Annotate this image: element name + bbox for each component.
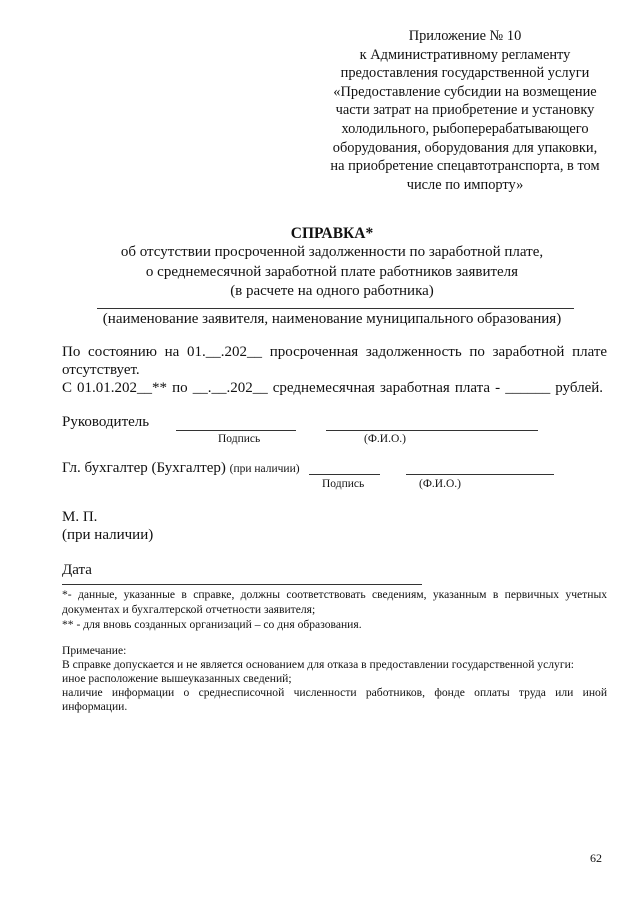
head-label: Руководитель	[62, 414, 150, 430]
accountant-signature-caption: Подпись	[322, 478, 365, 490]
statement-word: рублей.	[555, 380, 604, 396]
remark-word: работников,	[365, 686, 426, 699]
subtitle-line: о среднемесячной заработной плате работников заявителя	[145, 263, 519, 280]
appendix-line: к Административному регламенту	[359, 46, 571, 63]
accountant-name-caption: (Ф.И.О.)	[419, 478, 461, 490]
remark-title: Примечание:	[62, 644, 127, 657]
footnote-word: сведениям,	[371, 588, 427, 601]
document-subtitle	[62, 243, 602, 302]
applicant-caption: (наименование заявителя, наименование муниципального образования)	[102, 311, 562, 327]
footnote-word: в	[492, 588, 499, 601]
footnote-word: указанным	[432, 588, 487, 601]
footnote-word: указанные	[123, 588, 176, 601]
head-name-line[interactable]	[326, 430, 538, 431]
statement-word: просроченная	[269, 344, 359, 360]
remark-word: оплаты	[474, 686, 510, 699]
footnote-word: учетных	[565, 588, 608, 601]
statement-word: на	[164, 344, 180, 360]
appendix-line: части затрат на приобретение и установку	[335, 102, 595, 119]
footnote-separator	[62, 584, 422, 585]
statement-word: по	[469, 344, 485, 360]
remark-line-2: иное расположение вышеуказанных сведений;	[62, 672, 292, 685]
appendix-line: «Предоставление субсидии на возмещение	[333, 83, 597, 100]
statement-word: заработная	[379, 380, 450, 396]
footnote-word: первичных	[504, 588, 560, 601]
footnote-word: в	[181, 588, 187, 601]
footnote-word: данные,	[77, 588, 118, 601]
appendix-line: предоставления государственной услуги	[340, 65, 590, 82]
remark-word: среднесписочной	[198, 686, 285, 699]
remark-word: численности	[293, 686, 357, 699]
statement-word: плате	[572, 344, 608, 360]
accountant-name-line[interactable]	[406, 474, 554, 475]
appendix-line: холодильного, рыбоперерабатывающего	[341, 120, 589, 137]
head-signature-line[interactable]	[176, 430, 296, 431]
remark-line-1: В справке допускается и не является основанием для отказа в предоставлении государственной услуги:	[62, 658, 575, 671]
remark-word: наличие	[62, 686, 103, 699]
stamp-label: М. П.	[62, 509, 98, 525]
remark-word: труда	[518, 686, 546, 699]
appendix-line: оборудования, оборудования для упаковки,	[332, 139, 598, 156]
applicant-name-line[interactable]	[97, 308, 574, 309]
subtitle-line: (в расчете на одного работника)	[230, 283, 434, 299]
footnote-word: справке,	[193, 588, 235, 601]
statement-word: заработной	[492, 344, 565, 360]
statement-word: 01.__.202__	[187, 344, 263, 360]
footnote-word: соответствовать	[286, 588, 366, 601]
statement-word: задолженность	[365, 344, 462, 360]
statement-word: По	[62, 344, 81, 360]
appendix-line: на приобретение спецавтотранспорта, в том	[330, 158, 600, 175]
statement-line-3	[62, 380, 603, 397]
statement-word: С 01.01.202__** по __.__.202__	[62, 380, 268, 396]
remark-word: информации	[111, 686, 175, 699]
remark-word: иной	[582, 686, 608, 699]
head-name-caption: (Ф.И.О.)	[364, 433, 406, 445]
subtitle-line: об отсутствии просроченной задолженности по заработной плате,	[120, 244, 544, 260]
page-number: 62	[590, 851, 602, 865]
footnote-word: *-	[62, 588, 72, 601]
footnote-star-1	[62, 588, 607, 603]
remark-word: или	[555, 686, 574, 699]
appendix-line: числе по импорту»	[406, 176, 524, 193]
statement-line-1	[62, 344, 607, 361]
appendix-line: Приложение № 10	[408, 28, 522, 44]
remark-line-3	[62, 686, 607, 701]
statement-word: ______	[505, 380, 551, 396]
statement-line-2: отсутствует.	[62, 362, 140, 378]
accountant-note: (при наличии)	[229, 463, 300, 475]
accountant-title: Гл. бухгалтер (Бухгалтер)	[62, 460, 226, 476]
stamp-note: (при наличии)	[62, 527, 154, 543]
statement-word: плата	[454, 380, 491, 396]
footnote-star-2: ** - для вновь созданных организаций – со дня образования.	[62, 618, 362, 631]
remark-word: о	[183, 686, 190, 699]
date-label: Дата	[62, 562, 92, 578]
appendix-header	[300, 27, 630, 194]
remark-word: фонде	[434, 686, 465, 699]
statement-word: среднемесячная	[272, 380, 375, 396]
statement-word: -	[495, 380, 501, 396]
accountant-label	[62, 460, 300, 477]
footnote-word: должны	[240, 588, 280, 601]
footnote-star-1-cont: документах и бухгалтерской отчетности заявителя;	[62, 603, 316, 616]
accountant-signature-line[interactable]	[309, 474, 380, 475]
remark-line-4: информации.	[62, 700, 128, 713]
document-title: СПРАВКА*	[290, 225, 374, 242]
head-signature-caption: Подпись	[218, 433, 261, 445]
statement-word: состоянию	[88, 344, 157, 360]
